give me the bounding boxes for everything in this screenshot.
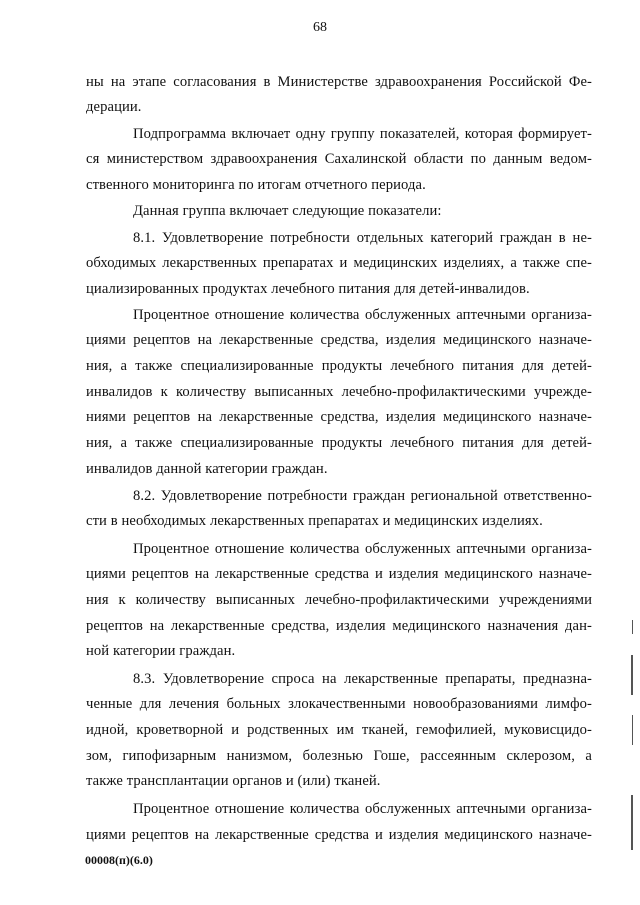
text-line: ченные для лечения больных злокачественными новообразованиями лимфо- bbox=[86, 696, 592, 712]
scan-mark bbox=[632, 715, 633, 745]
text-line: ния, а также специализированные продукты лечебного питания для детей- bbox=[86, 435, 592, 451]
text-line: обходимых лекарственных препаратах и медицинских изделиях, а также спе- bbox=[86, 255, 592, 271]
text-line: циями рецептов на лекарственные средства и изделия медицинского назначе- bbox=[86, 566, 592, 582]
text-line: ны на этапе согласования в Министерстве здравоохранения Российской Фе- bbox=[86, 74, 592, 90]
text-line: циализированных продуктах лечебного питания для детей-инвалидов. bbox=[86, 281, 530, 297]
scan-mark bbox=[632, 620, 633, 634]
text-line: ственного мониторинга по итогам отчетного периода. bbox=[86, 177, 426, 193]
text-line: идной, кроветворной и родственных им тканей, гемофилией, муковисцидо- bbox=[86, 722, 592, 738]
text-line: ния, а также специализированные продукты лечебного питания для детей- bbox=[86, 358, 592, 374]
text-line: Процентное отношение количества обслуженных аптечными организа- bbox=[133, 307, 592, 323]
text-line: ниями рецептов на лекарственные средства, изделия медицинского назначе- bbox=[86, 409, 592, 425]
text-line: Подпрограмма включает одну группу показателей, которая формирует- bbox=[133, 126, 592, 142]
text-line: Данная группа включает следующие показатели: bbox=[133, 203, 442, 219]
text-line: также трансплантации органов и (или) тканей. bbox=[86, 773, 381, 789]
text-line: ной категории граждан. bbox=[86, 643, 236, 659]
text-line: инвалидов к количеству выписанных лечебно-профилактическими учрежде- bbox=[86, 384, 592, 400]
text-line: дерации. bbox=[86, 99, 142, 115]
text-line: циями рецептов на лекарственные средства и изделия медицинского назначе- bbox=[86, 827, 592, 843]
text-line: Процентное отношение количества обслуженных аптечными организа- bbox=[133, 541, 592, 557]
text-line: ния к количеству выписанных лечебно-профилактическими учреждениями bbox=[86, 592, 592, 608]
scan-mark bbox=[631, 795, 633, 850]
text-line: рецептов на лекарственные средства, изделия медицинского назначения дан- bbox=[86, 618, 592, 634]
text-line: ся министерством здравоохранения Сахалинской области по данным ведом- bbox=[86, 151, 592, 167]
text-line: зом, гипофизарным нанизмом, болезнью Гоше, рассеянным склерозом, а bbox=[86, 748, 592, 764]
scan-mark bbox=[631, 655, 633, 695]
footer-code: 00008(п)(6.0) bbox=[85, 853, 153, 867]
text-line: Процентное отношение количества обслуженных аптечными организа- bbox=[133, 801, 592, 817]
text-line: 8.2. Удовлетворение потребности граждан региональной ответственно- bbox=[133, 488, 592, 504]
text-line: сти в необходимых лекарственных препаратах и медицинских изделиях. bbox=[86, 513, 543, 529]
text-line: инвалидов данной категории граждан. bbox=[86, 461, 328, 477]
text-line: 8.3. Удовлетворение спроса на лекарственные препараты, предназна- bbox=[133, 671, 592, 687]
page-number: 68 bbox=[313, 20, 327, 35]
text-line: циями рецептов на лекарственные средства, изделия медицинского назначе- bbox=[86, 332, 592, 348]
text-line: 8.1. Удовлетворение потребности отдельных категорий граждан в не- bbox=[133, 230, 592, 246]
